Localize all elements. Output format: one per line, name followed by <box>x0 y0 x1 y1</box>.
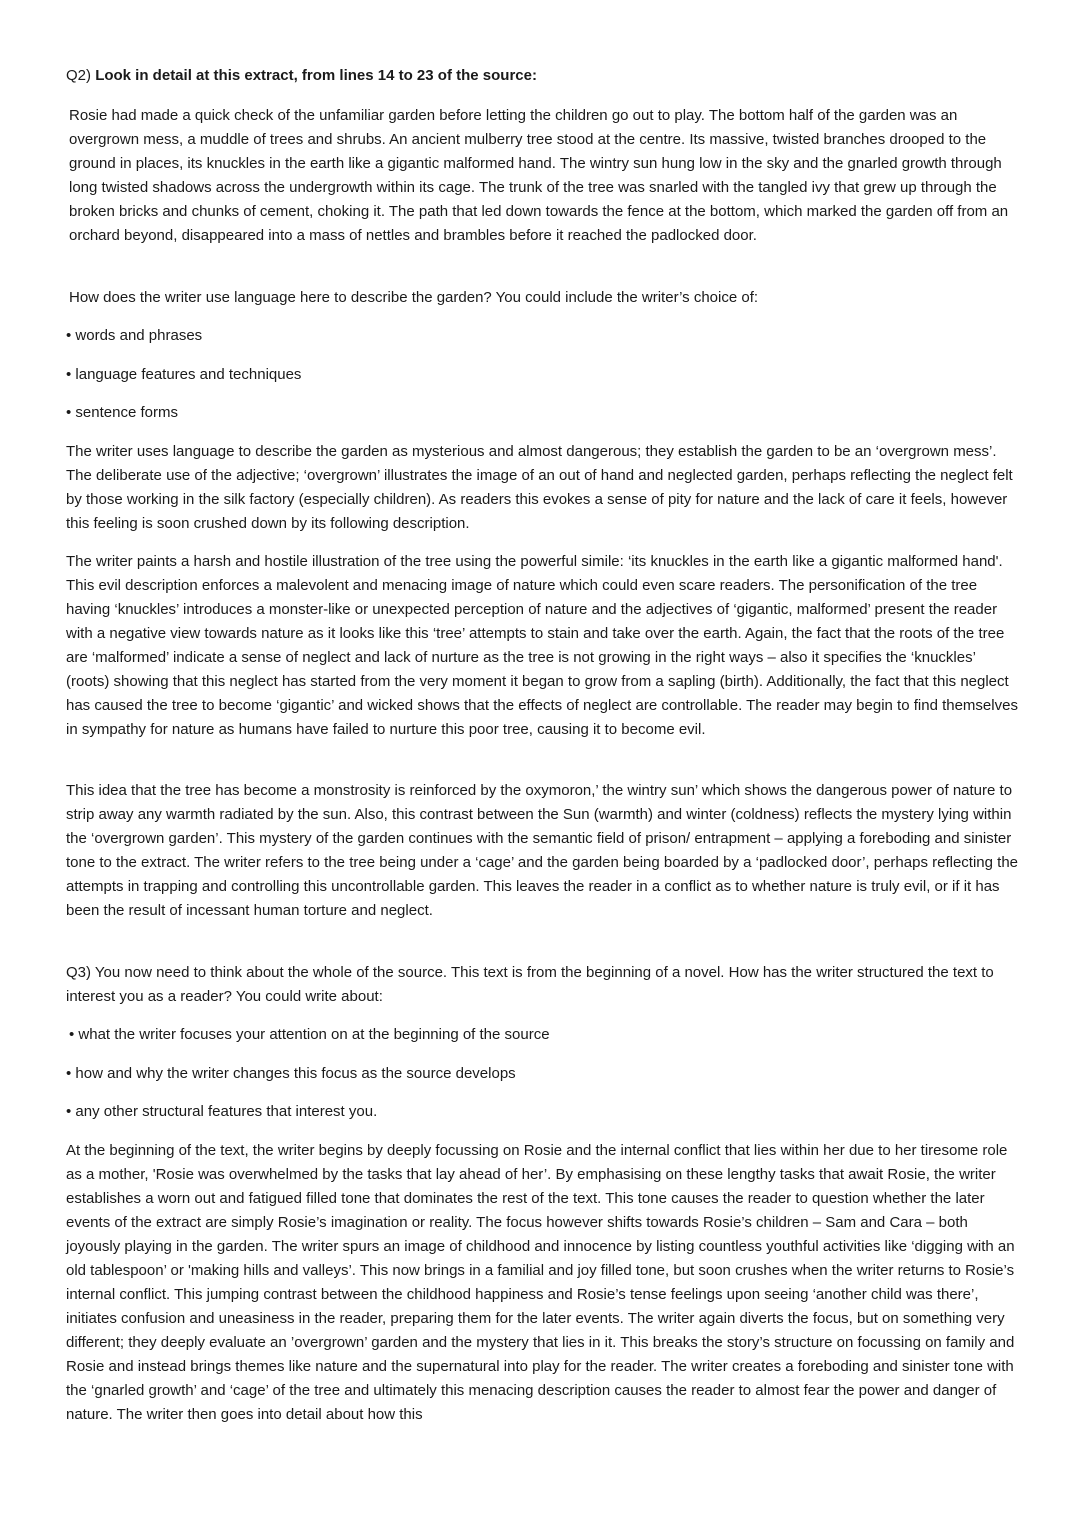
q2-bullet-3: • sentence forms <box>66 404 178 421</box>
q3-bullet-2: • how and why the writer changes this focus as the source develops <box>66 1065 516 1082</box>
q3-question: Q3) You now need to think about the whole of the source. This text is from the beginning of a novel. How has the writer structured the text to interest you as a reader? You could write about: <box>66 964 994 1005</box>
q2-heading <box>66 64 1018 88</box>
q2-heading-text: Look in detail at this extract, from lines 14 to 23 of the source: <box>95 67 537 84</box>
q2-label: Q2) <box>66 67 96 84</box>
q3-bullet-1: • what the writer focuses your attention on at the beginning of the source <box>69 1026 550 1043</box>
q2-extract: Rosie had made a quick check of the unfamiliar garden before letting the children go out to play. The bottom half of the garden was an overgrown mess, a muddle of trees and shrubs. An ancient mulberry tree stood at the centre. Its massive, twisted branches drooped to the ground in places, its knuckles in the earth like a gigantic malformed hand. The wintry sun hung low in the sky and the gnarled growth through long twisted shadows across the undergrowth within its cage. The trunk of the tree was snarled with the tangled ivy that grew up through the broken bricks and chunks of cement, choking it. The path that led down towards the fence at the bottom, which marked the garden off from an orchard beyond, disappeared into a mass of nettles and brambles before it reached the padlocked door. <box>69 107 1009 244</box>
q2-answer-paragraph-3: This idea that the tree has become a monstrosity is reinforced by the oxymoron,’ the wintry sun’ which shows the dangerous power of nature to strip away any warmth radiated by the sun. Also, this contrast between the Sun (warmth) and winter (coldness) reflects the mystery lying within the ‘overgrown garden’. This mystery of the garden continues with the semantic field of prison/ entrapment – applying a foreboding and sinister tone to the extract. The writer refers to the tree being under a ‘cage’ and the garden being boarded by a ‘padlocked door’, perhaps reflecting the attempts in trapping and controlling this uncontrollable garden. This leaves the reader in a conflict as to whether nature is truly evil, or if it has been the result of incessant human torture and neglect. <box>66 782 1019 919</box>
q2-bullet-2: • language features and techniques <box>66 366 302 383</box>
q3-answer: At the beginning of the text, the writer begins by deeply focussing on Rosie and the internal conflict that lies within her due to her tiresome role as a mother, 'Rosie was overwhelmed by the tasks that lay ahead of her’. By emphasising on these lengthy tasks that await Rosie, the writer establishes a worn out and fatigued filled tone that dominates the rest of the text. This tone causes the reader to question whether the later events of the extract are simply Rosie’s imagination or reality. The focus however shifts towards Rosie’s children – Sam and Cara – both joyously playing in the garden. The writer spurs an image of childhood and innocence by listing countless youthful activities like ‘digging with an old tablespoon’ or 'making hills and valleys’. This now brings in a familial and joy filled tone, but soon crushes when the writer returns to Rosie’s internal conflict. This jumping contrast between the childhood happiness and Rosie’s tense feelings upon seeing ‘another child was there’, initiates confusion and uneasiness in the reader, preparing them for the later events. The writer again diverts the focus, but on something very different; they deeply evaluate an ’overgrown’ garden and the mystery that lies in it. This breaks the story’s structure on focussing on family and Rosie and instead brings themes like nature and the supernatural into play for the reader. The writer creates a foreboding and sinister tone with the ‘gnarled growth’ and ‘cage’ of the tree and ultimately this menacing description causes the reader to almost fear the power and danger of nature. The writer then goes into detail about how this <box>66 1142 1015 1423</box>
q2-bullet-1: • words and phrases <box>66 327 203 344</box>
q2-answer-paragraph-1: The writer uses language to describe the garden as mysterious and almost dangerous; they establish the garden to be an ‘overgrown mess’. The deliberate use of the adjective; ‘overgrown’ illustrates the image of an out of hand and neglected garden, perhaps reflecting the neglect felt by those working in the silk factory (especially children). As readers this evokes a sense of pity for nature and the lack of care it feels, however this feeling is soon crushed down by its following description. <box>66 443 1013 532</box>
q3-bullet-3: • any other structural features that interest you. <box>66 1103 378 1120</box>
q2-question: How does the writer use language here to describe the garden? You could include the writer’s choice of: <box>69 289 759 306</box>
q2-answer-paragraph-2: The writer paints a harsh and hostile illustration of the tree using the powerful simile: ‘its knuckles in the earth like a gigantic malformed hand'. This evil description enforces a malevolent and menacing image of nature which could even scare readers. The personification of the tree having ‘knuckles’ introduces a monster-like or unexpected perception of nature and the adjectives of ‘gigantic, malformed’ present the reader with a negative view towards nature as it looks like this ‘tree’ attempts to stain and take over the earth. Again, the fact that the roots of the tree are ‘malformed’ indicate a sense of neglect and lack of nurture as the tree is not growing in the right ways – also it specifies the ‘knuckles’ (roots) showing that this neglect has started from the very moment it began to grow from a sapling (birth). Additionally, the fact that this neglect has caused the tree to become ‘gigantic’ and wicked shows that the effects of neglect are controllable. The reader may begin to find themselves in sympathy for nature as humans have failed to nurture this poor tree, causing it to become evil. <box>66 553 1018 738</box>
